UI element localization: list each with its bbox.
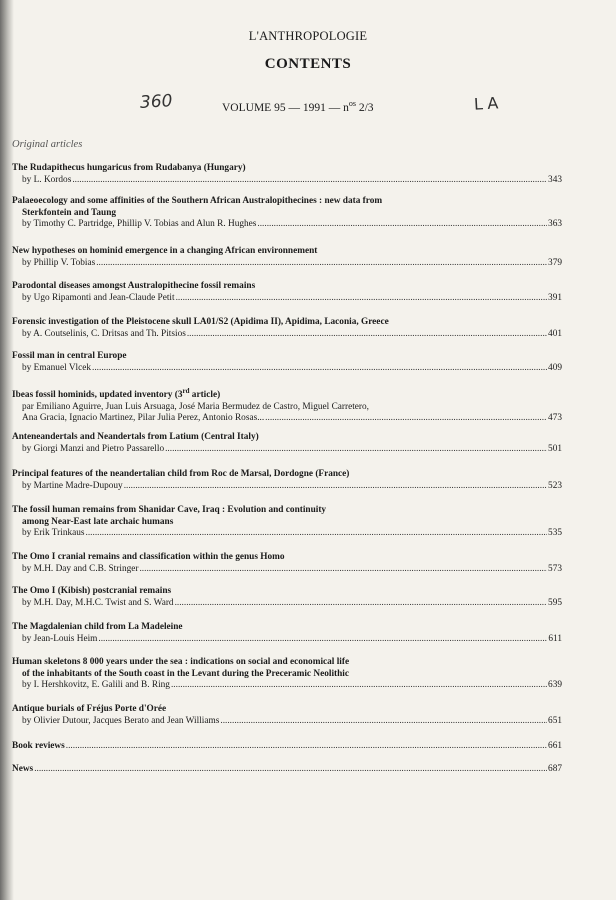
extra-line [12,764,562,776]
article-authors: by Emanuel Vlcek [22,362,92,373]
toc-entry[interactable] [12,163,562,186]
toc-entry[interactable] [12,657,562,692]
article-authors: by L. Kordos [22,174,72,185]
article-authors: by Jean-Louis Heim [22,633,98,644]
toc-entry[interactable] [12,386,562,425]
page-number: 523 [548,480,562,491]
article-title: Fossil man in central Europe [12,351,127,361]
page-number: 409 [548,362,562,373]
toc-entry[interactable] [12,196,562,231]
section-title: Book reviews [12,741,65,751]
article-authors: by Phillip V. Tobias [22,257,96,268]
article-title: The Rudapithecus hungaricus from Rudabanya (Hungary) [12,163,246,173]
article-authors: by M.H. Day and C.B. Stringer [22,563,139,574]
author-line [12,444,562,456]
page-number: 391 [548,292,562,303]
page-number: 639 [548,680,562,690]
article-authors: by M.H. Day, M.H.C. Twist and S. Ward [22,597,174,608]
page-number: 401 [548,328,562,339]
page-title: CONTENTS [264,56,352,72]
handwritten-number: 360 [139,91,173,113]
page-number: 473 [548,413,562,424]
article-authors: by Timothy C. Partridge, Phillip V. Tobias and Alun R. Hughes [22,219,257,229]
author-line [12,363,562,375]
author-line [12,564,562,576]
page-number: 651 [548,715,562,726]
article-title: The Omo I cranial remains and classification within the genus Homo [12,552,285,562]
section-title: News [12,764,34,774]
article-title: Antique burials of Fréjus Porte d'Orée [12,704,167,714]
article-authors: by Ugo Ripamonti and Jean-Claude Petit [22,292,175,303]
article-title: Anteneandertals and Neandertals from Latium (Central Italy) [12,432,259,442]
article-title: Palaeoecology and some affinities of the Southern African Australopithecines : new data from [12,196,383,206]
article-title: The fossil human remains from Shanidar Cave, Iraq : Evolution and continuity [12,505,327,515]
page-number: 363 [548,219,562,229]
article-title: New hypotheses on hominid emergence in a changing African environnement [12,246,318,256]
page-number: 379 [548,257,562,268]
author-line [12,175,562,187]
page-number: 343 [548,174,562,185]
article-title-cont: Sterkfontein and Taung [22,207,117,218]
page-number: 687 [548,764,562,774]
page-number: 661 [548,741,562,751]
author-line [12,634,562,646]
article-title: Ibeas fossil hominids, updated inventory (3rd article) [12,387,221,401]
article-authors: by Martine Madre-Dupouy [22,480,123,491]
article-authors: by I. Hershkovitz, E. Galili and B. Ring [22,680,170,690]
toc-entry[interactable] [12,622,562,645]
author-line [12,528,562,540]
toc-entry[interactable] [12,317,562,340]
article-authors: by Olivier Dutour, Jacques Berato and Jean Williams [22,715,220,726]
author-line [12,481,562,493]
article-title: The Magdalenian child from La Madeleine [12,622,183,632]
page-number: 611 [548,633,562,644]
toc-entry[interactable] [12,469,562,492]
author-line [12,329,562,341]
author-line [12,598,562,610]
article-authors: par Emiliano Aguirre, Juan Luis Arsuaga, José Maria Bermudez de Castro, Miguel Carretero, [22,401,369,412]
toc-entry[interactable] [12,432,562,455]
author-line [12,680,562,692]
handwritten-initials: LA [473,93,503,114]
volume-line: VOLUME 95 — 1991 — $n^{os}$ 2/3 [222,99,374,114]
section-label: Original articles [12,139,83,150]
article-title: Human skeletons 8 000 years under the sea : indications on social and economical life [12,657,350,667]
article-authors: by A. Coutselinis, C. Dritsas and Th. Pitsios [22,328,186,339]
page-number: 501 [548,443,562,454]
page-number: 595 [548,597,562,608]
page-number: 573 [548,563,562,574]
article-title: Principal features of the neandertalian child from Roc de Marsal, Dordogne (France) [12,469,350,479]
toc-entry[interactable] [12,505,562,540]
toc-entry[interactable] [12,246,562,269]
toc-entry[interactable] [12,552,562,575]
journal-name: L'ANTHROPOLOGIE [248,29,368,43]
toc-entry[interactable] [12,704,562,727]
toc-entry[interactable] [12,351,562,374]
article-title: Parodontal diseases amongst Australopithecine fossil remains [12,281,256,291]
toc-entry-book-reviews[interactable] [12,741,562,753]
author-line [12,219,562,231]
extra-line [12,741,562,753]
author-line [12,258,562,270]
article-authors: by Giorgi Manzi and Pietro Passarello [22,443,165,454]
article-authors: by Erik Trinkaus [22,528,85,538]
toc-entry-news[interactable] [12,764,562,776]
toc-entry[interactable] [12,281,562,304]
toc-entry[interactable] [12,586,562,609]
article-title-cont: of the inhabitants of the South coast in the Levant during the Preceramic Neolithic [22,668,350,679]
article-title-cont: among Near-East late archaic humans [22,516,174,527]
author-line [12,293,562,305]
author-line [12,716,562,728]
article-authors-cont: Ana Gracia, Ignacio Martinez, Pilar Julia Perez, Antonio Rosas... [22,413,265,424]
article-title: The Omo I (Kibish) postcranial remains [12,586,172,596]
article-title: Forensic investigation of the Pleistocene skull LA01/S2 (Apidima II), Apidima, Laconia, Greece [12,317,389,327]
author-line [12,413,562,425]
page-number: 535 [548,528,562,538]
